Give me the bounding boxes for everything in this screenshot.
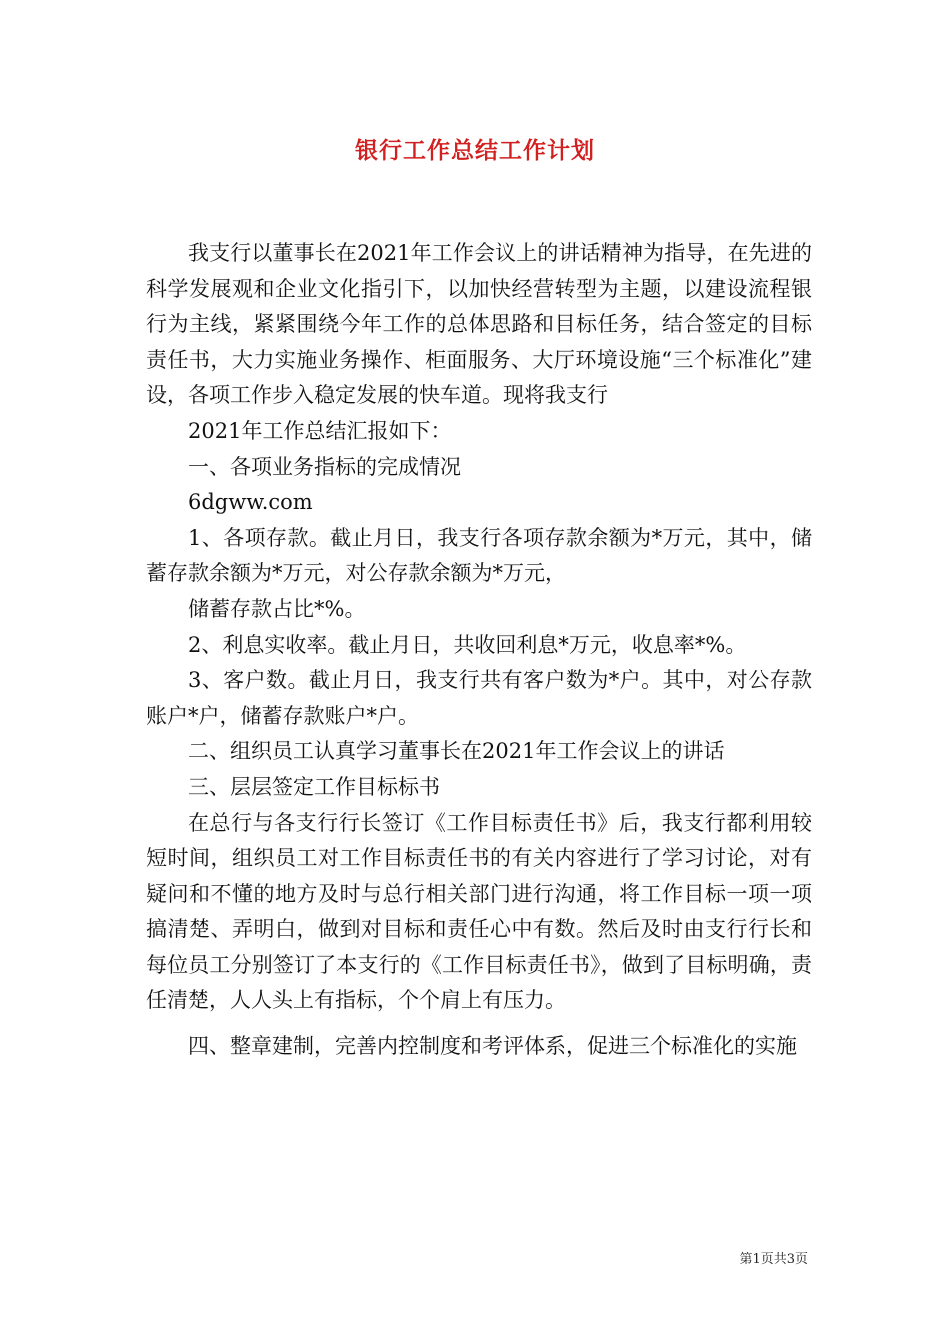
page-number-footer: 第1页共3页 xyxy=(739,1252,808,1267)
section-heading-4: 四、整章建制，完善内控制度和考评体系，促进三个标准化的实施 xyxy=(188,1034,797,1059)
intro-paragraph: 我支行以董事长在2021年工作会议上的讲话精神为指导，在先进的科学发展观和企业文化指引下，以加快经营转型为主题，以建设流程银行为主线，紧紧围绕今年工作的总体思路和目标任务，结合签定的目标责任书，大力实施业务操作、柜面服务、大厅环境设施“三个标准化”建设，各项工作步入稳定发展的快车道。现将我支行 xyxy=(146,241,812,408)
summary-lead-line: 2021年工作总结汇报如下： xyxy=(188,418,452,443)
document-title: 银行工作总结工作计划 xyxy=(355,137,595,164)
item-deposits-ratio: 储蓄存款占比*%。 xyxy=(188,596,366,621)
section-3-body: 在总行与各支行行长签订《工作目标责任书》后，我支行都利用较短时间，组织员工对工作目标责任书的有关内容进行了学习讨论，对有疑问和不懂的地方及时与总行相关部门进行沟通，将工作目标一项一项搞清楚、弄明白，做到对目标和责任心中有数。然后及时由支行行长和每位员工分别签订了本支行的《工作目标责任书》，做到了目标明确，责任清楚，人人头上有指标，个个肩上有压力。 xyxy=(146,810,812,1013)
section-heading-2: 二、组织员工认真学习董事长在2021年工作会议上的讲话 xyxy=(188,739,725,764)
source-watermark-text: 6dgww.com xyxy=(188,490,313,515)
item-deposits: 1、各项存款。截止月日，我支行各项存款余额为*万元，其中，储蓄存款余额为*万元，对公存款余额为*万元， xyxy=(146,525,812,586)
section-heading-3: 三、层层签定工作目标标书 xyxy=(188,774,440,799)
document-body xyxy=(146,236,812,1065)
item-interest-rate: 2、利息实收率。截止月日，共收回利息*万元，收息率*%。 xyxy=(188,632,747,657)
section-heading-1: 一、各项业务指标的完成情况 xyxy=(188,454,461,479)
item-customers: 3、客户数。截止月日，我支行共有客户数为*户。其中，对公存款账户*户，储蓄存款账户*户。 xyxy=(146,668,812,728)
